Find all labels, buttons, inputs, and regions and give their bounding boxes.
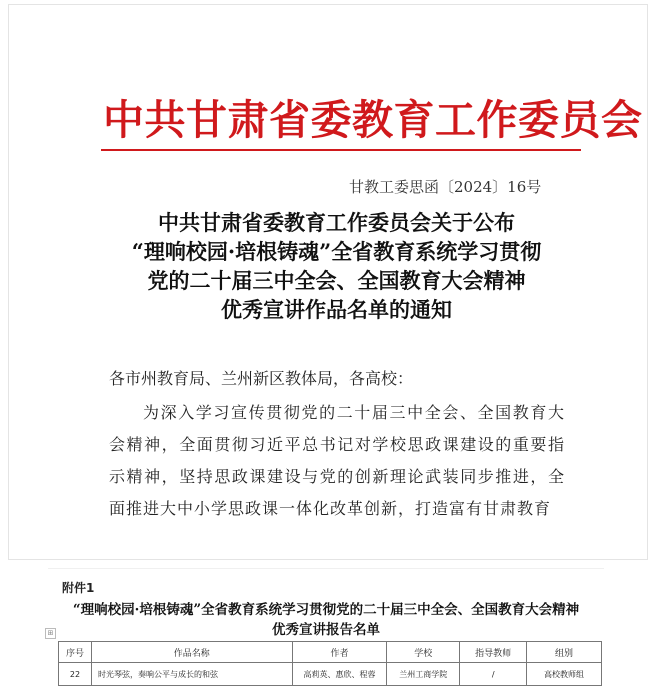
attachment-label: 附件1 — [62, 581, 95, 595]
table-cell: 兰州工商学院 — [387, 663, 460, 686]
column-header: 作品名称 — [91, 642, 292, 663]
org-header-title: 中共甘肃省委教育工作委员会 — [103, 96, 643, 144]
attachment-title-line: “理响校园·培根铸魂”全省教育系统学习贯彻党的二十届三中全会、全国教育大会精神 — [72, 602, 580, 618]
table-row — [59, 663, 602, 686]
red-divider-line — [101, 149, 581, 151]
column-header: 作者 — [292, 642, 387, 663]
attachment-title — [48, 600, 604, 640]
column-header: 组别 — [527, 642, 602, 663]
column-header: 序号 — [59, 642, 92, 663]
table-cell: / — [460, 663, 527, 686]
salutation: 各市州教育局、兰州新区教体局，各高校： — [109, 369, 414, 388]
heading-line: 中共甘肃省委教育工作委员会关于公布 — [158, 210, 515, 235]
table-move-handle-icon[interactable]: ⊞ — [45, 628, 56, 639]
document-number: 甘教工委思函〔2024〕16号 — [349, 178, 542, 196]
table-cell: 高校教师组 — [527, 663, 602, 686]
column-header: 指导教师 — [460, 642, 527, 663]
attachment-title-line: 优秀宣讲报告名单 — [272, 622, 380, 638]
heading-line: 优秀宣讲作品名单的通知 — [221, 297, 452, 322]
table-header-row — [59, 642, 602, 663]
table-cell: 时光琴弦，奏响公平与成长的和弦 — [91, 663, 292, 686]
notice-page — [8, 4, 648, 560]
body-paragraph: 为深入学习宣传贯彻党的二十届三中全会、全国教育大会精神，全面贯彻习近平总书记对学校思政课建设的重要指示精神，坚持思政课建设与党的创新理论武装同步推进，全面推进大中小学思政课一体化改革创新，打造富有甘肃教育 — [109, 403, 565, 518]
table-cell: 22 — [59, 663, 92, 686]
heading-line: “理响校园·培根铸魂”全省教育系统学习贯彻 — [131, 239, 542, 264]
notice-heading — [99, 208, 574, 324]
column-header: 学校 — [387, 642, 460, 663]
table-cell: 高莉英、惠欣、程蓉 — [292, 663, 387, 686]
award-list-table — [58, 641, 602, 686]
attachment-page — [48, 568, 604, 693]
heading-line: 党的二十届三中全会、全国教育大会精神 — [147, 268, 526, 293]
